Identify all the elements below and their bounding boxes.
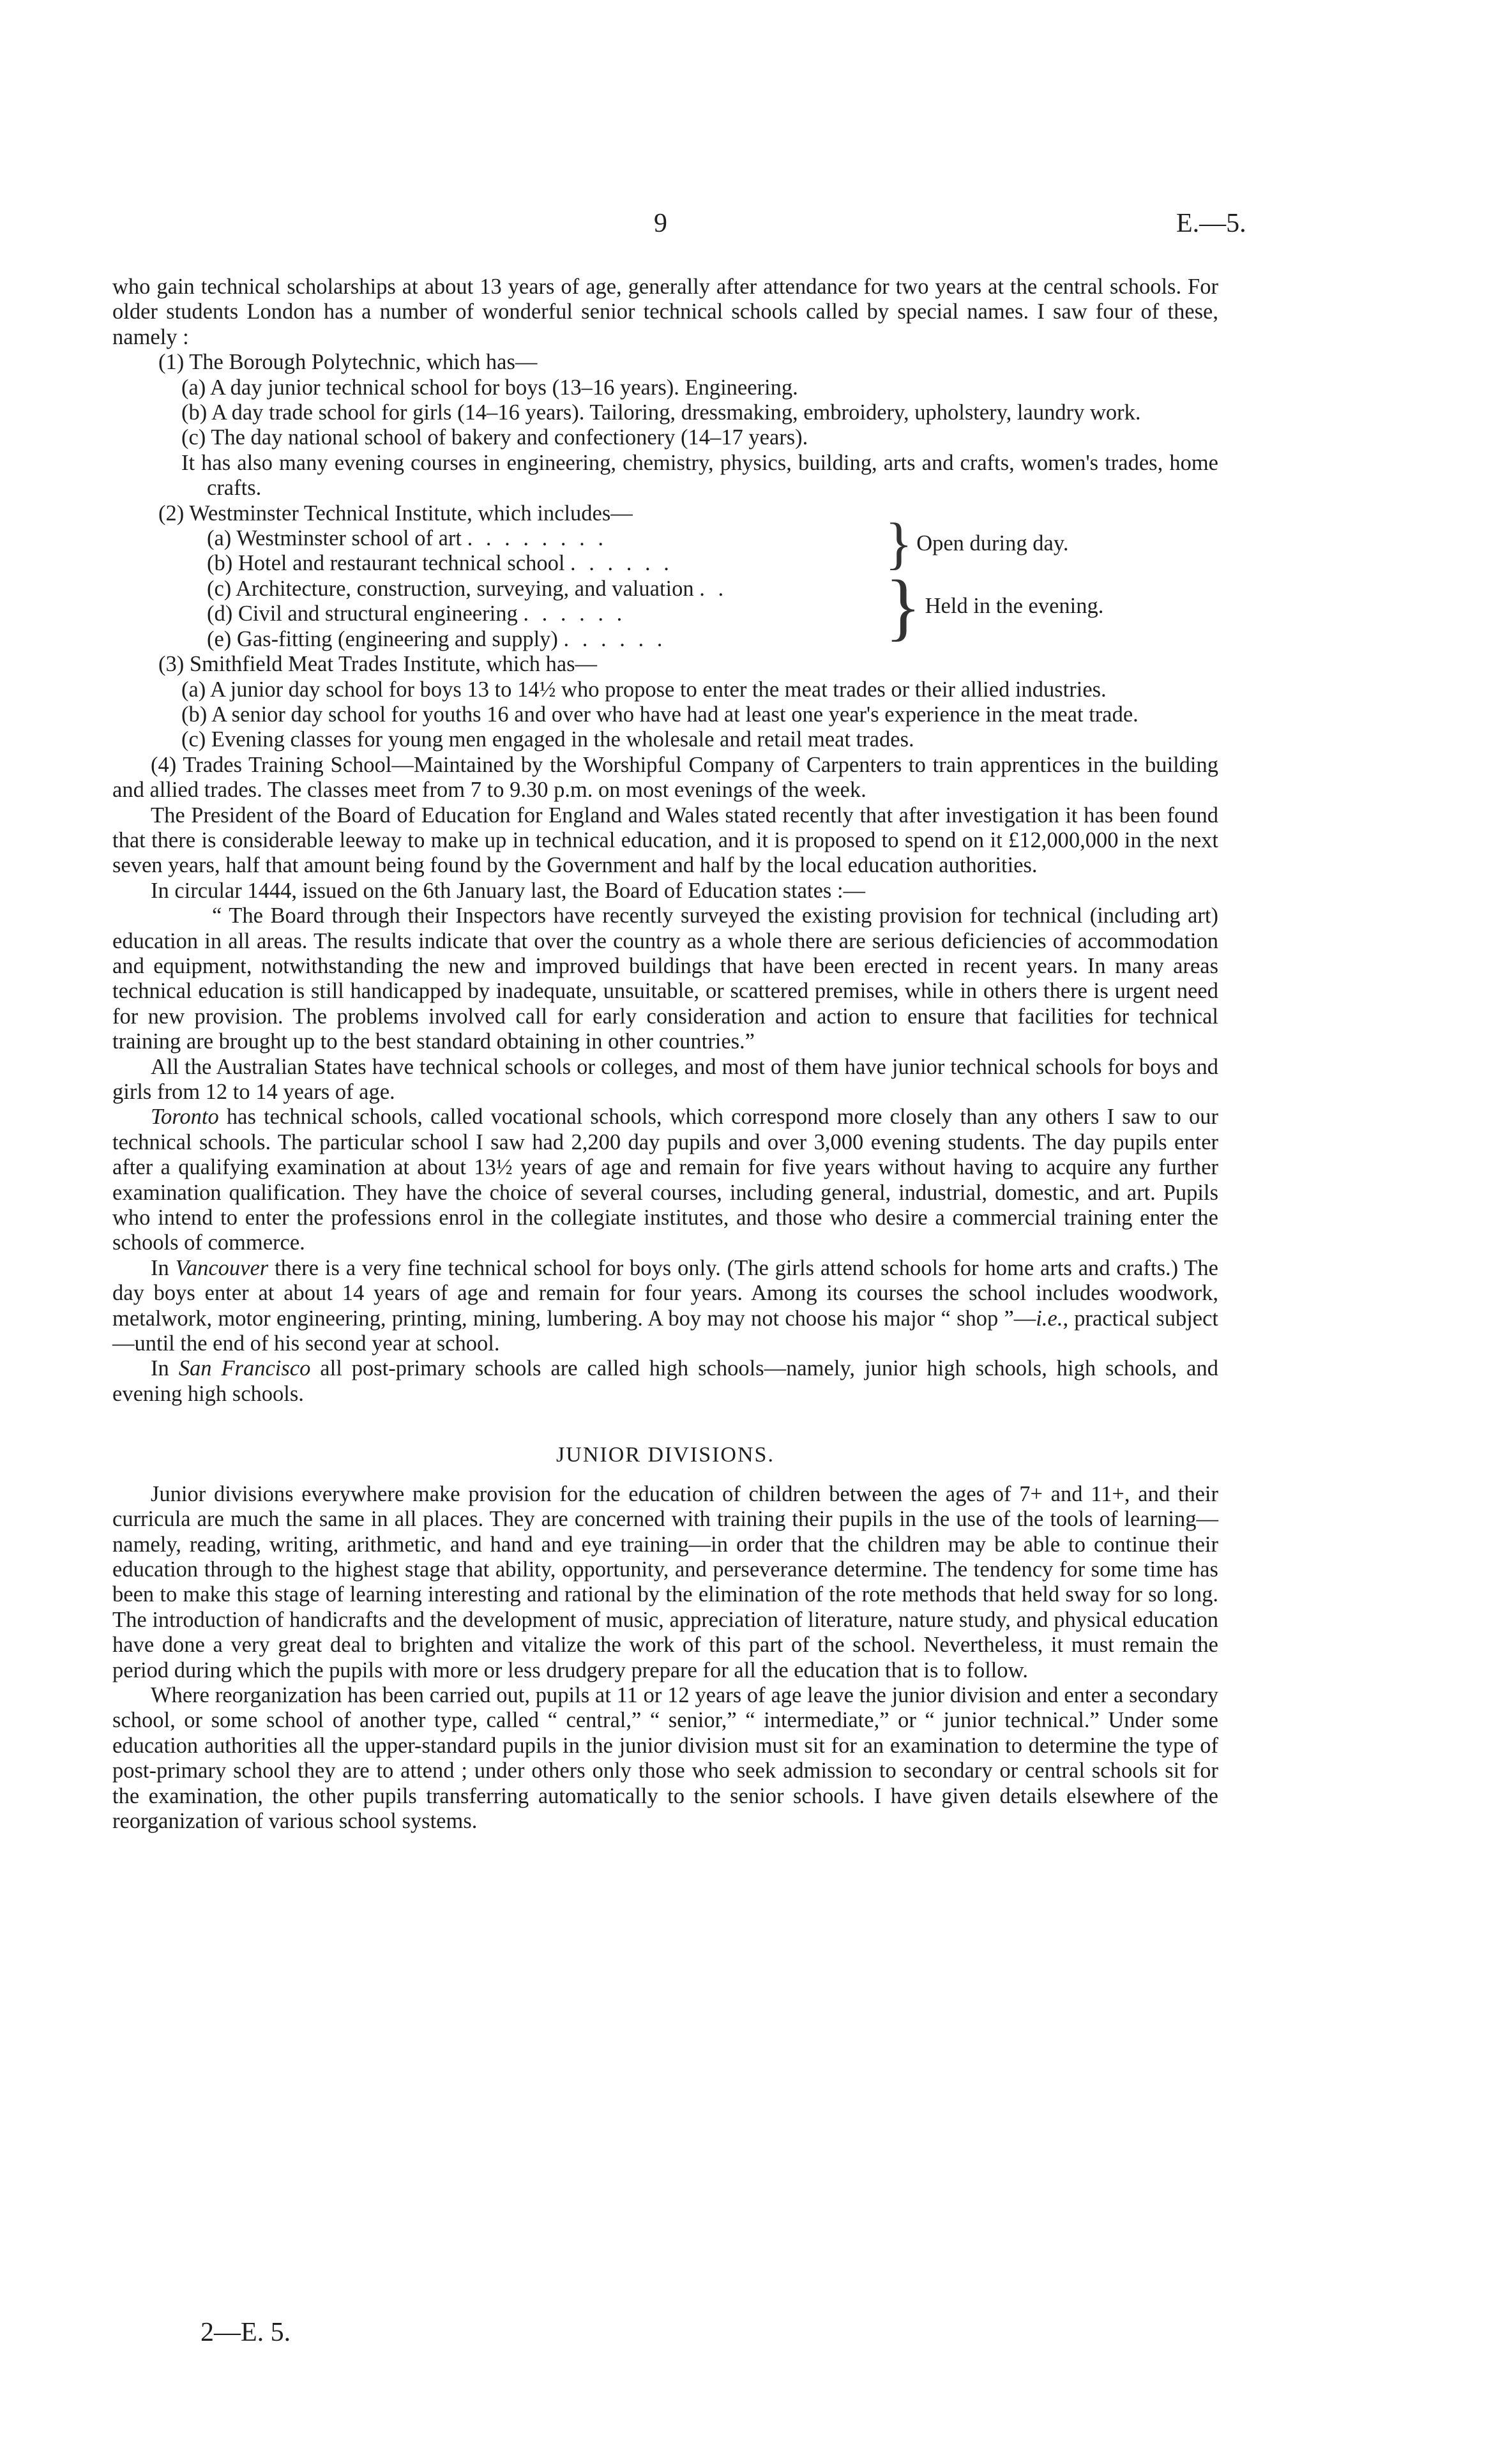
signature-mark: 2—E. 5. bbox=[200, 2318, 291, 2347]
president-paragraph: The President of the Board of Education for England and Wales stated recently that after investigation it has been found that there is considerable leeway to make up in technical education, and it is proposed to spend on it £12,000,000 in the next seven years, half that amount being found by the Government and half by the local education authorities. bbox=[112, 803, 1218, 878]
toronto-text: has technical schools, called vocational schools, which correspond more closely than any others I saw to our technical schools. The particular school I saw had 2,200 day pupils and over 3,000 evening students. The day pupils enter after a qualifying examination at about 13½ years of age and remain for five years without having to acquire any further examination qualification. They have the choice of several courses, including general, industrial, domestic, and art. Pupils who intend to enter the professions enrol in the collegiate institutes, and those who desire a commercial training enter the schools of commerce. bbox=[112, 1105, 1218, 1255]
australia-paragraph: All the Australian States have technical schools or colleges, and most of them have junior technical schools for boys and girls from 12 to 14 years of age. bbox=[112, 1054, 1218, 1104]
leader-dots: . . . . . . bbox=[570, 551, 673, 576]
intro-paragraph: who gain technical scholarships at about 13 years of age, generally after attendance for two years at the central schools. For older students London has a number of wonderful senior technical schools called by special names. I saw four of these, namely : bbox=[112, 275, 1218, 349]
san-francisco-pre: In bbox=[151, 1356, 179, 1381]
san-francisco-paragraph bbox=[112, 1356, 1218, 1407]
westminster-title: (2) Westminster Technical Institute, which includes— bbox=[158, 501, 633, 525]
smithfield-item-a: (a) A junior day school for boys 13 to 14½ who propose to enter the meat trades or their allied industries. bbox=[181, 677, 1107, 702]
evening-bracket bbox=[885, 564, 1104, 649]
leader-dots: . . . . . . bbox=[523, 601, 626, 626]
borough-item-c: (c) The day national school of bakery and confectionery (14–17 years). bbox=[181, 425, 808, 450]
westminster-item-c-label: (c) Architecture, construction, surveying, and valuation bbox=[207, 576, 694, 601]
right-brace-icon: } bbox=[885, 564, 921, 649]
leader-dots: . . bbox=[699, 576, 728, 601]
smithfield-title: (3) Smithfield Meat Trades Institute, which has— bbox=[158, 652, 598, 677]
vancouver-pre: In bbox=[151, 1255, 176, 1280]
westminster-item-e-label: (e) Gas-fitting (engineering and supply) bbox=[207, 626, 558, 651]
circular-quote: “ The Board through their Inspectors have recently surveyed the existing provision for technical (including art) education in all areas. The results indicate that over the country as a whole there are serious deficiencies of accommodation and equipment, notwithstanding the new and improved buildings that have been erected in recent years. In many areas technical education is still handicapped by inadequate, unsuitable, or scattered premises, while in others there is urgent need for new provision. The problems involved call for early consideration and action to ensure that facilities for technical training are brought up to the best standard obtaining in other countries.” bbox=[112, 903, 1218, 1054]
san-francisco-name: San Francisco bbox=[178, 1356, 311, 1381]
vancouver-text-2: , practical subject—until the end of his second year at school. bbox=[112, 1306, 1218, 1356]
open-day-bracket bbox=[885, 512, 1069, 576]
toronto-paragraph bbox=[112, 1105, 1218, 1255]
held-in-evening-label: Held in the evening. bbox=[925, 594, 1104, 619]
toronto-name: Toronto bbox=[151, 1105, 219, 1130]
westminster-item-b-label: (b) Hotel and restaurant technical school bbox=[207, 551, 565, 576]
vancouver-text-1: there is a very fine technical school for boys only. (The girls attend schools for home arts and crafts.) The day boys enter at about 14 years of age and remain for four years. Among its courses the school includes woodwork, metalwork, motor engineering, printing, mining, lumbering. A boy may not choose his major “ shop ”— bbox=[112, 1255, 1218, 1331]
right-brace-icon: } bbox=[885, 512, 913, 576]
smithfield-item-c: (c) Evening classes for young men engaged in the wholesale and retail meat trades. bbox=[181, 727, 914, 752]
leader-dots: . . . . . . . . bbox=[467, 526, 607, 551]
document-code: E.—5. bbox=[1176, 209, 1246, 238]
page-number: 9 bbox=[654, 209, 667, 238]
document-body bbox=[112, 275, 1218, 1834]
vancouver-name: Vancouver bbox=[175, 1255, 269, 1280]
circular-intro: In circular 1444, issued on the 6th January last, the Board of Education states :— bbox=[151, 878, 866, 903]
leader-dots: . . . . . . bbox=[563, 626, 667, 651]
vancouver-ie: i.e. bbox=[1036, 1306, 1063, 1331]
smithfield-item-b: (b) A senior day school for youths 16 and over who have had at least one year's experience in the meat trade. bbox=[181, 702, 1139, 727]
borough-title: (1) The Borough Polytechnic, which has— bbox=[158, 350, 538, 375]
junior-paragraph-1: Junior divisions everywhere make provision for the education of children between the ages of 7+ and 11+, and their curricula are much the same in all places. They are concerned with training their pupils in the use of the tools of learning—namely, reading, writing, arithmetic, and hand and eye training—in order that the children may be able to continue their education through to the highest stage that ability, opportunity, and perseverance determine. The tendency for some time has been to make this stage of learning interesting and rational by the elimination of the rote methods that held sway for so long. The introduction of handicrafts and the development of music, appreciation of literature, nature study, and physical education have done a very great deal to brighten and vitalize the work of this part of the school. Nevertheless, it must remain the period during which the pupils with more or less drudgery prepare for all the education that is to follow. bbox=[112, 1481, 1218, 1682]
borough-item-b: (b) A day trade school for girls (14–16 years). Tailoring, dressmaking, embroidery, upholstery, laundry work. bbox=[181, 400, 1141, 425]
junior-divisions-heading: JUNIOR DIVISIONS. bbox=[556, 1443, 775, 1467]
borough-evening-courses: It has also many evening courses in engineering, chemistry, physics, building, arts and crafts, women's trades, home crafts. bbox=[181, 450, 1218, 501]
westminster-item-a-label: (a) Westminster school of art bbox=[207, 526, 462, 551]
open-during-day-label: Open during day. bbox=[916, 531, 1069, 556]
vancouver-paragraph bbox=[112, 1256, 1218, 1357]
westminster-item-d-label: (d) Civil and structural engineering bbox=[207, 601, 518, 626]
borough-item-a: (a) A day junior technical school for boys (13–16 years). Engineering. bbox=[181, 375, 798, 400]
san-francisco-text: all post-primary schools are called high schools—namely, junior high schools, high schools, and evening high schools. bbox=[112, 1356, 1218, 1406]
trades-training-paragraph: (4) Trades Training School—Maintained by the Worshipful Company of Carpenters to train apprentices in the building and allied trades. The classes meet from 7 to 9.30 p.m. on most evenings of the week. bbox=[112, 752, 1218, 803]
junior-paragraph-2: Where reorganization has been carried out, pupils at 11 or 12 years of age leave the junior division and enter a secondary school, or some school of another type, called “ central,” “ senior,” “ intermediate,” or “ junior technical.” Under some education authorities all the upper-standard pupils in the junior division must sit for an examination to determine the type of post-primary school they are to attend ; under others only those who seek admission to secondary or central schools sit for the examination, the other pupils transferring automatically to the senior schools. I have given details elsewhere of the reorganization of various school systems. bbox=[112, 1682, 1218, 1833]
